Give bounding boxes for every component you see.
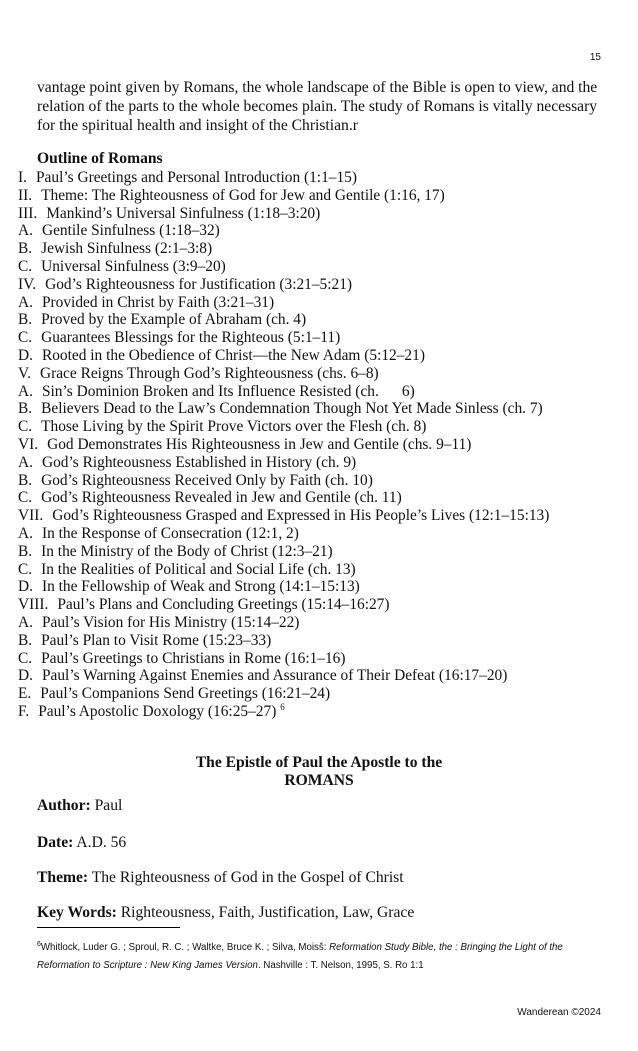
outline-item — [18, 222, 628, 240]
outline-text: Rooted in the Obedience of Christ—the New Adam (5:12–21) — [41, 346, 425, 364]
outline-item — [18, 489, 628, 507]
date-value: A.D. 56 — [76, 834, 127, 851]
outline-text: God’s Righteousness Received Only by Faith (ch. 10) — [41, 471, 373, 489]
outline-marker: IV. — [18, 275, 37, 293]
outline-item — [18, 561, 628, 579]
outline-marker: D. — [18, 346, 33, 364]
outline-text: God’s Righteousness for Justification (3:21–5:21) — [45, 275, 353, 293]
outline-item — [18, 347, 628, 365]
epistle-title-line1: The Epistle of Paul the Apostle to the — [195, 754, 443, 771]
outline-marker: III. — [18, 204, 38, 222]
outline-marker: B. — [18, 542, 33, 560]
outline-item — [18, 650, 628, 668]
outline-item — [18, 543, 628, 561]
outline-text: Guarantees Blessings for the Righteous (5:1–11) — [41, 329, 341, 347]
outline-text: Provided in Christ by Faith (3:21–31) — [41, 293, 275, 311]
outline-marker: II. — [18, 186, 33, 204]
outline-item — [18, 418, 628, 436]
outline-text: Paul’s Plans and Concluding Greetings (15:14–16:27) — [57, 596, 390, 614]
outline-text: Grace Reigns Through God’s Righteousness (chs. 6–8) — [39, 364, 379, 382]
outline-item — [18, 667, 628, 685]
outline-text: God’s Righteousness Grasped and Expressed in His People’s Lives (12:1–15:13) — [52, 507, 550, 525]
outline-marker: C. — [18, 418, 33, 436]
keywords-label: Key Words: — [37, 904, 117, 921]
footnote-publication: . Nashville : T. Nelson, 1995, S. Ro 1:1 — [257, 959, 424, 971]
outline-text: Paul’s Plan to Visit Rome (15:23–33) — [41, 631, 272, 649]
footnote-number: 6 — [37, 941, 41, 948]
outline-text: God’s Righteousness Revealed in Jew and Gentile (ch. 11) — [41, 489, 402, 507]
outline-text: Jewish Sinfulness (2:1–3:8) — [41, 240, 213, 258]
outline-text: Paul’s Warning Against Enemies and Assurance of Their Defeat (16:17–20) — [41, 667, 508, 685]
outline-item — [18, 596, 628, 614]
outline-marker: B. — [18, 471, 33, 489]
theme-line — [37, 869, 404, 887]
epistle-title-line2: ROMANS — [284, 772, 354, 789]
outline-marker: C. — [18, 329, 33, 347]
outline-text: Paul’s Greetings and Personal Introduction (1:1–15) — [35, 169, 357, 186]
outline-item — [18, 400, 628, 418]
outline-item — [18, 703, 628, 721]
outline-marker: C. — [18, 489, 33, 507]
outline-text: Paul’s Vision for His Ministry (15:14–22) — [41, 613, 300, 631]
outline-item — [18, 525, 628, 543]
outline-marker: VIII. — [18, 596, 49, 614]
outline-marker: B. — [18, 311, 33, 329]
footnote-authors: Whitlock, Luder G. ; Sproul, R. C. ; Waltke, Bruce K. ; Silva, Moisš: — [40, 942, 330, 954]
outline-title: Outline of Romans — [37, 150, 163, 167]
outline-text: Paul’s Greetings to Christians in Rome (16:1–16) — [41, 649, 346, 667]
theme-value: The Righteousness of God in the Gospel of Christ — [91, 869, 404, 886]
outline-marker: E. — [18, 685, 32, 703]
outline-marker: D. — [18, 667, 33, 685]
outline-marker: A. — [18, 222, 33, 240]
outline-marker: A. — [18, 382, 33, 400]
outline-text: Paul’s Apostolic Doxology (16:25–27) — [38, 702, 277, 720]
outline-item — [18, 187, 628, 205]
epistle-title — [0, 754, 638, 790]
outline-marker: V. — [18, 364, 31, 382]
outline-text: God Demonstrates His Righteousness in Jew and Gentile (chs. 9–11) — [47, 435, 472, 453]
outline-item — [18, 276, 628, 294]
outline-marker: VI. — [18, 435, 39, 453]
keywords-line — [37, 904, 414, 922]
outline-item — [18, 365, 628, 383]
footnote-divider — [37, 927, 180, 928]
outline-marker: F. — [18, 702, 30, 720]
outline-item — [18, 685, 628, 703]
outline-item — [18, 205, 628, 223]
author-value: Paul — [94, 797, 123, 814]
outline-text: Those Living by the Spirit Prove Victors over the Flesh (ch. 8) — [41, 418, 427, 436]
outline-item — [18, 258, 628, 276]
outline-text: In the Ministry of the Body of Christ (12:3–21) — [41, 542, 333, 560]
outline-marker: VII. — [18, 507, 44, 525]
intro-paragraph: vantage point given by Romans, the whole landscape of the Bible is open to view, and the relation of the parts to the whole becomes plain. The study of Romans is vitally necessary for the spiritual health and insight of the Christian.r — [37, 79, 598, 134]
footer-copyright: Wanderean ©2024 — [517, 1007, 601, 1018]
outline-item — [18, 454, 628, 472]
outline-marker: A. — [18, 524, 33, 542]
outline-item — [18, 169, 628, 187]
outline-text: Mankind’s Universal Sinfulness (1:18–3:20) — [46, 204, 321, 222]
outline-item — [18, 578, 628, 596]
outline-item — [18, 632, 628, 650]
outline-text: Paul’s Companions Send Greetings (16:21–24) — [40, 685, 331, 703]
footnote-reference: 6 — [280, 701, 285, 712]
outline-marker: C. — [18, 649, 33, 667]
outline-marker: I. — [18, 169, 27, 186]
outline-item — [18, 472, 628, 490]
outline-item — [18, 240, 628, 258]
outline-marker: A. — [18, 613, 33, 631]
theme-label: Theme: — [37, 869, 89, 886]
author-line — [37, 797, 122, 815]
outline-marker: C. — [18, 257, 33, 275]
outline-item — [18, 436, 628, 454]
date-label: Date: — [37, 834, 74, 851]
outline-text: In the Response of Consecration (12:1, 2) — [41, 524, 299, 542]
outline-item — [18, 294, 628, 312]
outline-marker: D. — [18, 578, 33, 596]
author-label: Author: — [37, 797, 91, 814]
outline-marker: B. — [18, 400, 33, 418]
page-number: 15 — [589, 52, 601, 63]
outline-text: In the Realities of Political and Social Life (ch. 13) — [41, 560, 356, 578]
outline-text: In the Fellowship of Weak and Strong (14:1–15:13) — [41, 578, 360, 596]
outline-list — [18, 169, 628, 721]
outline-text: Universal Sinfulness (3:9–20) — [41, 257, 226, 275]
outline-text: Gentile Sinfulness (1:18–32) — [41, 222, 220, 240]
outline-item — [18, 383, 628, 401]
outline-item — [18, 311, 628, 329]
outline-text: Believers Dead to the Law’s Condemnation Though Not Yet Made Sinless (ch. 7) — [41, 400, 543, 418]
outline-marker: B. — [18, 631, 33, 649]
outline-marker: B. — [18, 240, 33, 258]
outline-text: Proved by the Example of Abraham (ch. 4) — [41, 311, 307, 329]
outline-item — [18, 507, 628, 525]
outline-item — [18, 614, 628, 632]
outline-text: God’s Righteousness Established in History (ch. 9) — [41, 453, 357, 471]
footnote-book-title: Reformation Study Bible, the : Bringing the Light of the Reformation to Scripture : New King James Version — [37, 942, 563, 971]
outline-marker: A. — [18, 453, 33, 471]
outline-marker: A. — [18, 293, 33, 311]
footnote — [37, 936, 607, 974]
keywords-value: Righteousness, Faith, Justification, Law, Grace — [120, 904, 415, 921]
date-line — [37, 834, 126, 852]
outline-marker: C. — [18, 560, 33, 578]
outline-text: Theme: The Righteousness of God for Jew and Gentile (1:16, 17) — [41, 186, 445, 204]
outline-text: Sin’s Dominion Broken and Its Influence Resisted (ch. 6) — [41, 382, 415, 400]
outline-item — [18, 329, 628, 347]
